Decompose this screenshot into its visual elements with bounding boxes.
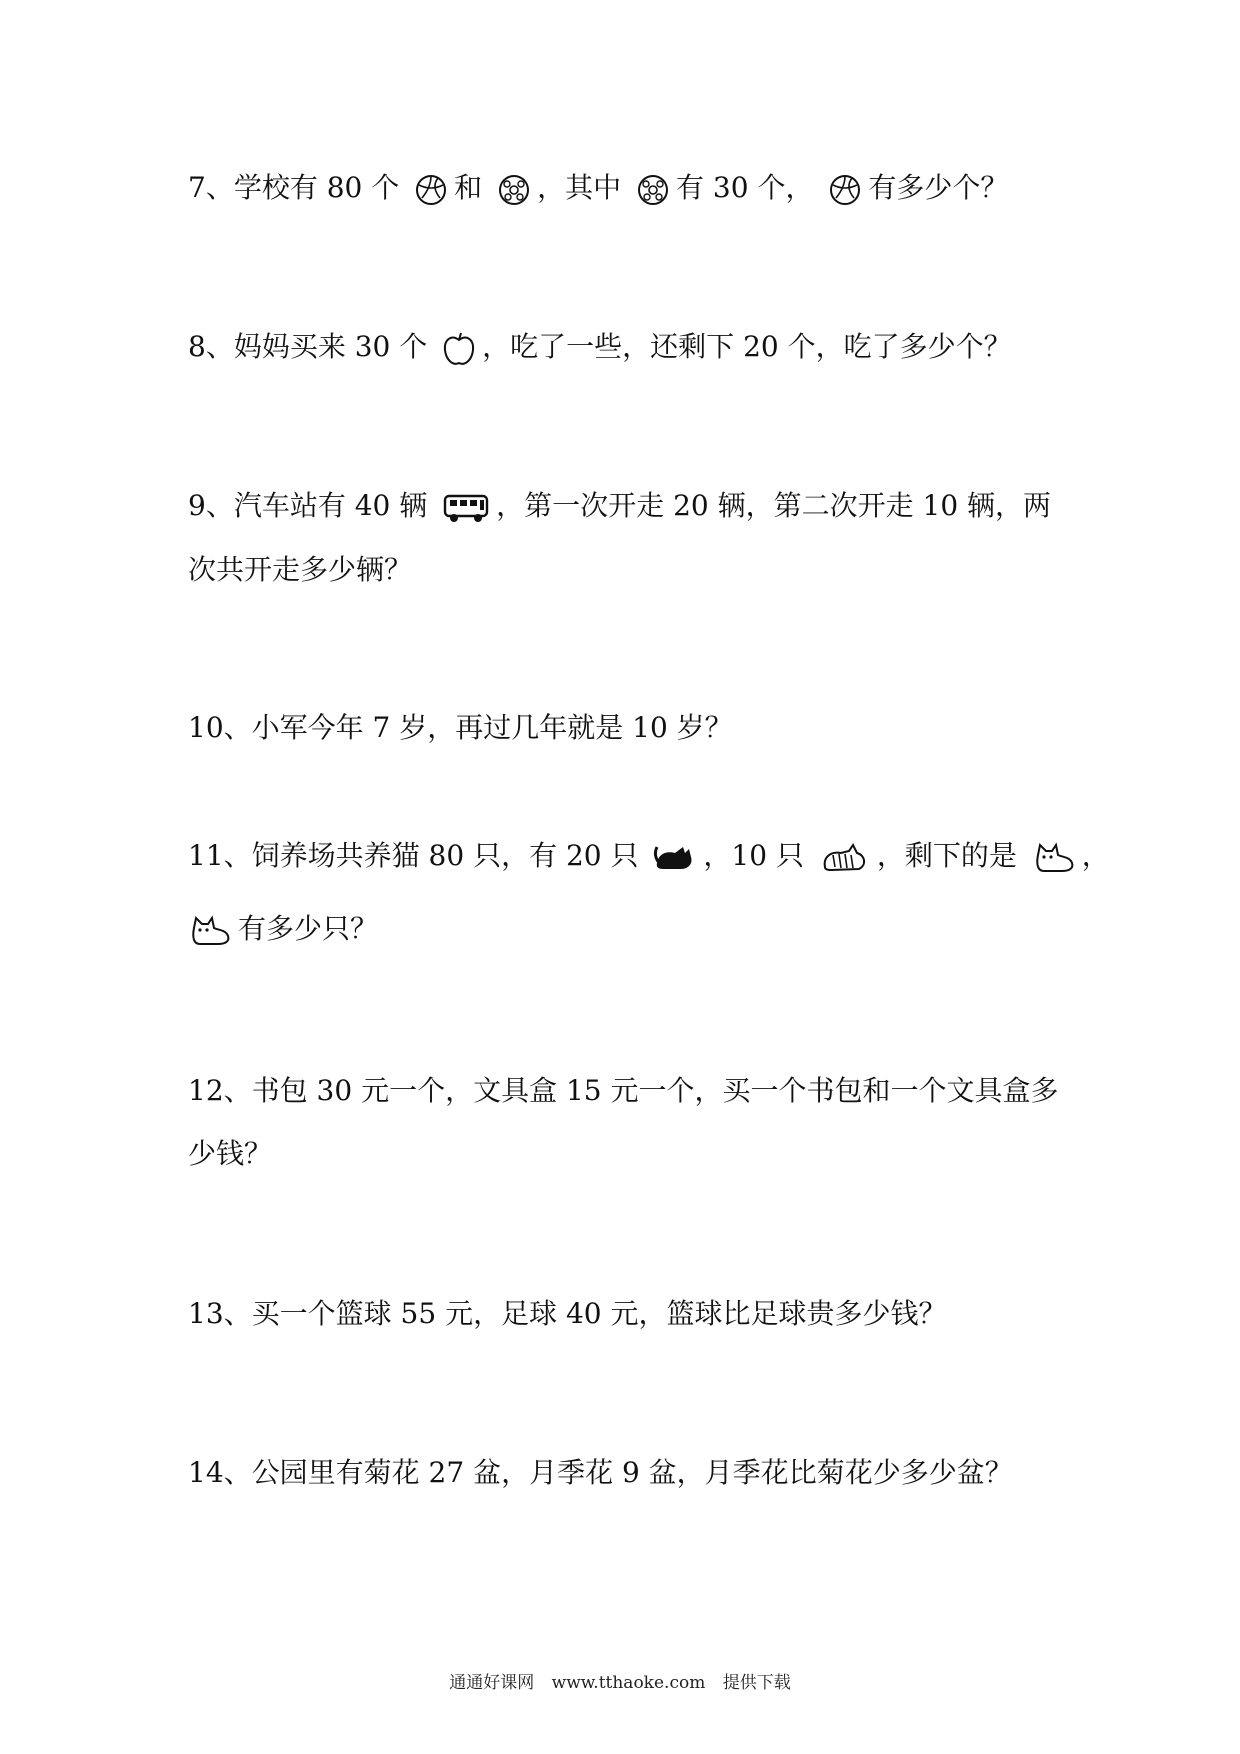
question-7 bbox=[188, 168, 1008, 208]
soccer-ball-icon bbox=[497, 173, 531, 207]
question-text: 买一个篮球 55 元，足球 40 元，篮球比足球贵多少钱？ bbox=[251, 1297, 947, 1330]
question-text: 小军今年 7 岁，再过几年就是 10 岁？ bbox=[251, 711, 733, 744]
question-12 bbox=[188, 1071, 1059, 1111]
question-11-continued bbox=[188, 909, 378, 949]
question-number: 10、 bbox=[188, 711, 252, 744]
question-9-continued bbox=[188, 550, 412, 590]
question-text: 有多少个？ bbox=[868, 171, 1009, 204]
question-text: 学校有 80 个 bbox=[233, 171, 400, 204]
footer-suffix: 提供下载 bbox=[722, 1673, 791, 1693]
question-number: 13、 bbox=[188, 1297, 252, 1330]
question-text: ，10 只 bbox=[703, 839, 804, 872]
question-number: 7、 bbox=[188, 171, 234, 204]
question-14 bbox=[188, 1453, 1013, 1493]
striped-cat-icon bbox=[819, 841, 871, 875]
question-text: 饲养场共养猫 80 只，有 20 只 bbox=[251, 839, 639, 872]
question-text: 有 30 个， bbox=[676, 171, 814, 204]
question-number: 8、 bbox=[188, 330, 234, 363]
question-10 bbox=[188, 708, 733, 748]
soccer-ball-icon bbox=[636, 173, 670, 207]
question-9 bbox=[188, 486, 1051, 526]
page-footer bbox=[0, 1668, 1240, 1693]
question-8 bbox=[188, 327, 1012, 368]
question-text: 妈妈买来 30 个 bbox=[233, 330, 428, 363]
footer-url[interactable]: www.tthaoke.com bbox=[551, 1673, 706, 1693]
white-cat-icon bbox=[1032, 841, 1076, 875]
footer-site-name: 通通好课网 bbox=[449, 1673, 535, 1693]
question-text: 和 bbox=[454, 171, 483, 204]
bus-icon bbox=[442, 492, 490, 524]
question-text: 公园里有菊花 27 盆，月季花 9 盆，月季花比菊花少多少盆？ bbox=[251, 1456, 1013, 1489]
question-number: 14、 bbox=[188, 1456, 252, 1489]
question-text: 次共开走多少辆？ bbox=[188, 553, 413, 586]
question-number: 12、 bbox=[188, 1074, 252, 1107]
question-13 bbox=[188, 1294, 947, 1334]
question-text: 少钱？ bbox=[188, 1137, 273, 1170]
question-text: 汽车站有 40 辆 bbox=[233, 489, 428, 522]
question-text: ，剩下的是 bbox=[876, 839, 1017, 872]
question-11 bbox=[188, 836, 1110, 876]
volleyball-icon bbox=[414, 173, 448, 207]
question-text: ，其中 bbox=[537, 171, 622, 204]
question-text: ，吃了一些，还剩下 20 个，吃了多少个？ bbox=[482, 330, 1012, 363]
question-12-continued bbox=[188, 1134, 272, 1174]
apple-icon bbox=[442, 330, 476, 368]
question-text: ，第一次开走 20 辆，第二次开走 10 辆，两 bbox=[496, 489, 1052, 522]
question-text: 有多少只？ bbox=[238, 912, 379, 945]
question-number: 11、 bbox=[188, 839, 252, 872]
white-cat-icon bbox=[188, 914, 232, 948]
question-number: 9、 bbox=[188, 489, 234, 522]
question-text: 书包 30 元一个，文具盒 15 元一个，买一个书包和一个文具盒多 bbox=[251, 1074, 1059, 1107]
black-cat-icon bbox=[653, 841, 697, 875]
volleyball-icon bbox=[828, 173, 862, 207]
question-text: ， bbox=[1081, 839, 1110, 872]
